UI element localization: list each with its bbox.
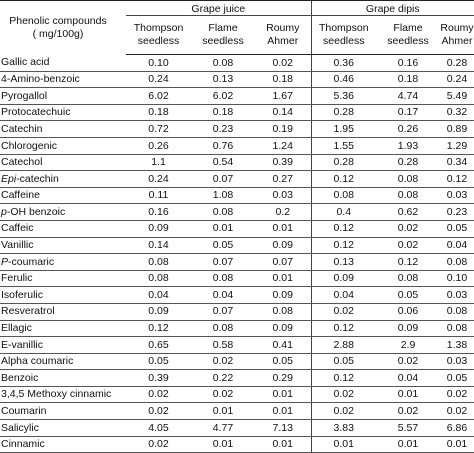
table-cell: 0.28 xyxy=(376,154,440,171)
table-cell: 0.23 xyxy=(440,204,474,221)
compound-name xyxy=(0,320,126,337)
table-cell: 0.62 xyxy=(376,204,440,221)
table-cell: 0.10 xyxy=(126,55,191,72)
table-cell: 0.72 xyxy=(126,121,191,138)
table-cell: 1.55 xyxy=(311,137,376,154)
compound-name-text: Benzoic xyxy=(1,371,39,384)
table-cell: 6.02 xyxy=(191,88,255,105)
compound-name xyxy=(0,370,126,387)
group-header-grape-juice: Grape juice xyxy=(126,1,311,16)
table-cell: 3.83 xyxy=(311,420,376,437)
compound-name xyxy=(0,303,126,320)
table-cell: 0.01 xyxy=(191,403,255,420)
table-cell: 1.1 xyxy=(126,154,191,171)
table-cell: 0.28 xyxy=(311,104,376,121)
compound-name-text: Protocatechuic xyxy=(1,106,71,119)
table-cell: 1.24 xyxy=(255,137,311,154)
table-cell: 0.02 xyxy=(440,386,474,403)
table-cell: 5.36 xyxy=(311,88,376,105)
table-cell: 0.32 xyxy=(440,104,474,121)
compound-header-line1: Phenolic compounds xyxy=(9,14,107,27)
dipis-roumy-ahmer-header xyxy=(440,16,474,55)
compound-name-text: Ferulic xyxy=(1,272,33,285)
table-cell: 0.09 xyxy=(126,303,191,320)
header-line: Ahmer xyxy=(267,35,299,47)
table-cell: 0.12 xyxy=(311,370,376,387)
table-cell: 1.95 xyxy=(311,121,376,138)
table-cell: 4.77 xyxy=(191,420,255,437)
juice-flame-seedless-header xyxy=(191,16,255,55)
table-cell: 0.08 xyxy=(376,187,440,204)
table-cell: 0.12 xyxy=(311,220,376,237)
table-cell: 0.12 xyxy=(311,320,376,337)
compound-name-text: Pyrogallol xyxy=(1,89,48,102)
table-row xyxy=(0,420,474,437)
table-cell: 0.14 xyxy=(255,104,311,121)
table-cell: 0.26 xyxy=(376,121,440,138)
table-row xyxy=(0,386,474,403)
table-row xyxy=(0,187,474,204)
table-row xyxy=(0,137,474,154)
table-cell: 0.08 xyxy=(191,270,255,287)
table-cell: 7.13 xyxy=(255,420,311,437)
compound-header-line2: ( mg/100g) xyxy=(32,27,84,40)
table-cell: 0.03 xyxy=(440,353,474,370)
compound-column-header xyxy=(0,1,126,55)
compound-name-text: -OH benzoic xyxy=(6,205,66,218)
header-line: Ahmer xyxy=(441,35,473,47)
table-cell: 0.08 xyxy=(376,171,440,188)
table-cell: 4.05 xyxy=(126,420,191,437)
compound-name-text: E-vanillic xyxy=(1,338,44,351)
table-cell: 0.28 xyxy=(440,55,474,72)
table-cell: 0.27 xyxy=(255,171,311,188)
table-cell: 0.18 xyxy=(255,71,311,88)
table-cell: 0.04 xyxy=(311,287,376,304)
table-cell: 0.01 xyxy=(255,220,311,237)
table-cell: 0.12 xyxy=(311,171,376,188)
table-row xyxy=(0,353,474,370)
table-cell: 0.08 xyxy=(376,270,440,287)
table-cell: 0.18 xyxy=(376,71,440,88)
table-cell: 0.76 xyxy=(191,137,255,154)
table-cell: 0.02 xyxy=(376,403,440,420)
table-row xyxy=(0,237,474,254)
table-cell: 0.02 xyxy=(126,436,191,453)
compound-name xyxy=(0,254,126,271)
header-line: seedless xyxy=(202,35,244,47)
table-row xyxy=(0,320,474,337)
table-cell: 0.13 xyxy=(311,254,376,271)
table-cell: 0.29 xyxy=(255,370,311,387)
table-row xyxy=(0,337,474,354)
table-cell: 6.86 xyxy=(440,420,474,437)
header-line: Roumy xyxy=(266,22,300,35)
table-cell: 0.03 xyxy=(255,187,311,204)
table-cell: 0.09 xyxy=(255,237,311,254)
table-cell: 0.01 xyxy=(191,220,255,237)
compound-name-text: Isoferulic xyxy=(1,288,44,301)
compound-name-prefix: p xyxy=(1,205,7,218)
compound-name-text: Ellagic xyxy=(1,322,32,335)
table-cell: 0.24 xyxy=(126,71,191,88)
table-cell: 0.28 xyxy=(311,154,376,171)
table-cell: 0.09 xyxy=(126,220,191,237)
table-cell: 0.01 xyxy=(255,270,311,287)
table-cell: 0.07 xyxy=(191,254,255,271)
table-cell: 0.09 xyxy=(376,320,440,337)
table-cell: 0.54 xyxy=(191,154,255,171)
compound-name xyxy=(0,154,126,171)
table-cell: 0.34 xyxy=(440,154,474,171)
table-cell: 0.02 xyxy=(376,237,440,254)
table-cell: 1.93 xyxy=(376,137,440,154)
table-cell: 0.22 xyxy=(191,370,255,387)
compound-name xyxy=(0,436,126,453)
table-cell: 0.09 xyxy=(255,287,311,304)
table-cell: 0.04 xyxy=(440,237,474,254)
table-cell: 0.16 xyxy=(376,55,440,72)
header-line: seedless xyxy=(137,35,180,47)
compound-name xyxy=(0,121,126,138)
compound-name-text: -coumaric xyxy=(8,255,55,268)
table-row xyxy=(0,303,474,320)
table-cell: 0.01 xyxy=(376,436,440,453)
table-cell: 1.67 xyxy=(255,88,311,105)
table-cell: 0.08 xyxy=(440,303,474,320)
table-cell: 0.24 xyxy=(126,171,191,188)
compound-name xyxy=(0,270,126,287)
dipis-flame-seedless-header xyxy=(376,16,440,55)
table-cell: 0.04 xyxy=(376,370,440,387)
table-row xyxy=(0,121,474,138)
dipis-thompson-seedless-header xyxy=(311,16,376,55)
compound-name-text: Catechol xyxy=(1,156,43,169)
table-cell: 0.06 xyxy=(376,303,440,320)
table-cell: 1.29 xyxy=(440,137,474,154)
table-cell: 0.09 xyxy=(255,320,311,337)
table-body xyxy=(0,55,474,453)
table-cell: 4.74 xyxy=(376,88,440,105)
table-cell: 0.12 xyxy=(126,320,191,337)
table-cell: 0.05 xyxy=(311,353,376,370)
table-cell: 0.02 xyxy=(311,303,376,320)
header-line: Roumy xyxy=(440,22,474,35)
juice-roumy-ahmer-header xyxy=(255,16,311,55)
table-cell: 0.13 xyxy=(191,71,255,88)
compound-name-text: Cinnamic xyxy=(1,438,45,451)
table-cell: 0.02 xyxy=(376,220,440,237)
table-cell: 0.01 xyxy=(255,386,311,403)
table-row xyxy=(0,71,474,88)
table-row xyxy=(0,204,474,221)
compound-name xyxy=(0,204,126,221)
table-cell: 0.04 xyxy=(126,287,191,304)
table-row xyxy=(0,270,474,287)
table-cell: 0.03 xyxy=(440,187,474,204)
compound-name-text: Catechin xyxy=(1,122,43,135)
table-cell: 0.19 xyxy=(255,121,311,138)
table-cell: 0.14 xyxy=(126,237,191,254)
compound-name-text: Caffeic xyxy=(1,222,34,235)
table-cell: 0.05 xyxy=(440,220,474,237)
compound-name xyxy=(0,71,126,88)
compound-name xyxy=(0,337,126,354)
table-cell: 0.02 xyxy=(255,55,311,72)
table-cell: 0.05 xyxy=(126,353,191,370)
table-cell: 0.08 xyxy=(311,187,376,204)
compound-name xyxy=(0,386,126,403)
table-cell: 0.2 xyxy=(255,204,311,221)
header-line: Thompson xyxy=(133,22,184,35)
table-cell: 0.58 xyxy=(191,337,255,354)
table-cell: 0.05 xyxy=(191,237,255,254)
table-cell: 0.24 xyxy=(440,71,474,88)
table-cell: 1.38 xyxy=(440,337,474,354)
compound-name-prefix: Epi xyxy=(1,172,17,185)
table-cell: 0.12 xyxy=(311,237,376,254)
table-cell: 0.01 xyxy=(255,403,311,420)
table-cell: 0.05 xyxy=(376,287,440,304)
compound-name-text: Resveratrol xyxy=(1,305,55,318)
table-row xyxy=(0,370,474,387)
compound-name-text: Alpha coumaric xyxy=(1,355,74,368)
table-cell: 0.01 xyxy=(440,436,474,453)
table-cell: 0.07 xyxy=(191,303,255,320)
compound-name-prefix: P xyxy=(1,255,9,268)
header-line: seedless xyxy=(323,35,365,47)
table-cell: 0.02 xyxy=(311,403,376,420)
table-cell: 0.26 xyxy=(126,137,191,154)
table-cell: 0.39 xyxy=(126,370,191,387)
table-cell: 0.46 xyxy=(311,71,376,88)
table-cell: 0.02 xyxy=(311,386,376,403)
compound-name-text: Salicylic xyxy=(1,421,39,434)
compound-name-text: Vanillic xyxy=(1,239,34,252)
compound-name xyxy=(0,220,126,237)
table-cell: 0.08 xyxy=(440,320,474,337)
table-cell: 0.36 xyxy=(311,55,376,72)
group-header-grape-dipis: Grape dipis xyxy=(311,1,474,16)
table-cell: 0.65 xyxy=(126,337,191,354)
table-cell: 0.23 xyxy=(191,121,255,138)
table-cell: 0.08 xyxy=(440,254,474,271)
table-cell: 0.08 xyxy=(191,320,255,337)
table-cell: 0.02 xyxy=(191,353,255,370)
table-cell: 0.4 xyxy=(311,204,376,221)
table-cell: 2.9 xyxy=(376,337,440,354)
compound-name xyxy=(0,403,126,420)
table-row xyxy=(0,436,474,453)
table-cell: 0.01 xyxy=(191,436,255,453)
compound-name xyxy=(0,137,126,154)
compound-name xyxy=(0,353,126,370)
compound-name xyxy=(0,104,126,121)
table-cell: 0.05 xyxy=(440,370,474,387)
table-cell: 5.57 xyxy=(376,420,440,437)
table-cell: 0.08 xyxy=(191,55,255,72)
juice-thompson-seedless-header xyxy=(126,16,191,55)
compound-name xyxy=(0,88,126,105)
table-cell: 0.05 xyxy=(255,353,311,370)
compound-name-text: Coumarin xyxy=(1,405,47,418)
table-row xyxy=(0,287,474,304)
table-cell: 0.02 xyxy=(126,403,191,420)
compound-name xyxy=(0,287,126,304)
table-row xyxy=(0,104,474,121)
header-line: Flame xyxy=(208,22,238,35)
compound-name xyxy=(0,420,126,437)
table-cell: 0.18 xyxy=(191,104,255,121)
table-cell: 5.49 xyxy=(440,88,474,105)
compound-name-text: 4-Amino-benzoic xyxy=(1,73,80,86)
table-row xyxy=(0,220,474,237)
compound-name-text: 3,4,5 Methoxy cinnamic xyxy=(1,388,112,401)
table-cell: 0.12 xyxy=(376,254,440,271)
table-cell: 0.89 xyxy=(440,121,474,138)
table-header xyxy=(0,1,474,55)
table-cell: 0.18 xyxy=(126,104,191,121)
table-cell: 0.08 xyxy=(255,303,311,320)
group-header-row xyxy=(0,1,474,16)
table-cell: 0.01 xyxy=(311,436,376,453)
header-line: Thompson xyxy=(318,22,369,35)
table-cell: 0.02 xyxy=(440,403,474,420)
header-line: seedless xyxy=(387,35,429,47)
table-row xyxy=(0,88,474,105)
compound-name xyxy=(0,55,126,72)
table-cell: 0.02 xyxy=(191,386,255,403)
table-cell: 0.09 xyxy=(311,270,376,287)
table-cell: 2.88 xyxy=(311,337,376,354)
table-cell: 0.01 xyxy=(376,386,440,403)
table-cell: 0.07 xyxy=(255,254,311,271)
table-cell: 0.11 xyxy=(126,187,191,204)
table-row xyxy=(0,154,474,171)
table-cell: 0.08 xyxy=(126,270,191,287)
header-line: Flame xyxy=(393,22,423,35)
table-cell: 0.17 xyxy=(376,104,440,121)
table-row xyxy=(0,403,474,420)
table-cell: 0.08 xyxy=(126,254,191,271)
table-cell: 0.01 xyxy=(255,436,311,453)
table-cell: 0.04 xyxy=(191,287,255,304)
table-cell: 0.10 xyxy=(440,270,474,287)
compound-name-text: Gallic acid xyxy=(1,56,50,69)
compound-name-text: -catechin xyxy=(16,172,59,185)
table-cell: 0.12 xyxy=(440,171,474,188)
table-row xyxy=(0,254,474,271)
table-cell: 0.07 xyxy=(191,171,255,188)
table-row xyxy=(0,171,474,188)
table-cell: 0.41 xyxy=(255,337,311,354)
compound-name-text: Chlorogenic xyxy=(1,139,58,152)
compound-name-text: Caffeine xyxy=(1,189,40,202)
table-cell: 6.02 xyxy=(126,88,191,105)
table-cell: 0.02 xyxy=(126,386,191,403)
table-cell: 1.08 xyxy=(191,187,255,204)
table-cell: 0.39 xyxy=(255,154,311,171)
table-cell: 0.02 xyxy=(376,353,440,370)
table-cell: 0.03 xyxy=(440,287,474,304)
compound-name xyxy=(0,237,126,254)
compound-name xyxy=(0,171,126,188)
compound-name xyxy=(0,187,126,204)
table-row xyxy=(0,55,474,72)
table-cell: 0.16 xyxy=(126,204,191,221)
table-cell: 0.08 xyxy=(191,204,255,221)
